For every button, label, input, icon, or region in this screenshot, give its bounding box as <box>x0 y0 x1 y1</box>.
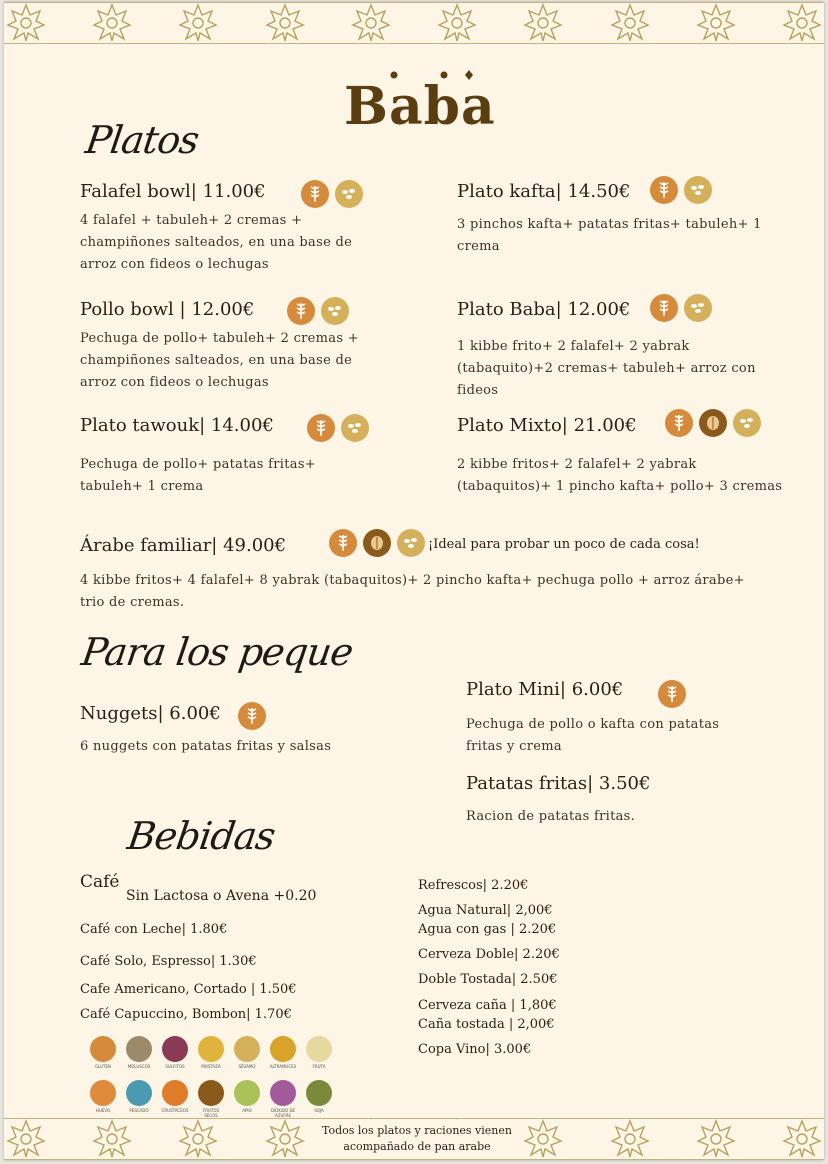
item-description: Pechuga de pollo o kafta con patatas fritas y crema <box>466 717 720 754</box>
sesame-icon <box>684 176 712 204</box>
wheat-icon <box>650 176 678 204</box>
nut-icon <box>196 1080 226 1118</box>
wheat-icon <box>238 702 266 730</box>
lupin-icon <box>268 1036 298 1069</box>
star-ornament-icon <box>178 1119 218 1159</box>
allergen-badge <box>162 1036 188 1062</box>
sesame-icon <box>335 180 363 208</box>
shrimp-icon <box>160 1080 190 1113</box>
item-title: Árabe familiar| 49.00€ <box>80 535 287 556</box>
nut-icon <box>363 529 391 557</box>
allergen-icons-plato-baba <box>650 294 712 322</box>
star-ornament-icon <box>523 3 563 43</box>
sesame-icon <box>341 414 369 442</box>
section-heading-bebidas: Bebidas <box>124 814 278 858</box>
item-description: 4 kibbe fritos+ 4 falafel+ 8 yabrak (tabaquitos)+ 2 pincho kafta+ pechuga pollo + arroz árabe+ trio de cremas. <box>80 573 745 610</box>
allergen-icons-pollo-bowl <box>287 297 349 325</box>
allergen-label: MOSTAZA <box>201 1064 221 1069</box>
drink-item: Doble Tostada| 2.50€ <box>418 972 558 987</box>
allergen-label: FRUTOS SECOS <box>202 1108 220 1118</box>
allergen-badge <box>306 1080 332 1106</box>
star-ornament-icon <box>610 3 650 43</box>
sesame-icon <box>397 529 425 557</box>
section-heading-peque: Para los peque <box>78 630 356 674</box>
star-ornament-icon <box>696 3 736 43</box>
wheat-icon <box>287 297 315 325</box>
allergen-label: ALTRAMUCES <box>269 1064 297 1069</box>
item-title: Plato kafta| 14.50€ <box>457 181 631 202</box>
allergen-label: SOJA <box>314 1108 324 1113</box>
allergen-badge <box>126 1080 152 1106</box>
item-title: Pollo bowl | 12.00€ <box>80 299 255 320</box>
flask-icon <box>268 1080 298 1118</box>
star-ornament-icon <box>782 3 822 43</box>
allergen-badge <box>198 1036 224 1062</box>
drink-heading-cafe: Café <box>80 872 120 892</box>
item-description: 2 kibbe fritos+ 2 falafel+ 2 yabrak (tabaquitos)+ 1 pincho kafta+ pollo+ 3 cremas <box>457 457 783 494</box>
wheat-icon <box>88 1036 118 1069</box>
star-ornament-icon <box>6 1119 46 1159</box>
allergen-label: MOLUSCOS <box>127 1064 151 1069</box>
item-title: Plato Mini| 6.00€ <box>466 679 624 700</box>
drink-item: Agua con gas | 2.20€ <box>418 922 557 937</box>
star-ornament-icon <box>696 1119 736 1159</box>
item-title: Plato Mixto| 21.00€ <box>457 415 637 436</box>
wheat-icon <box>665 409 693 437</box>
drink-note-cafe: Sin Lactosa o Avena +0.20 <box>126 888 317 904</box>
mustard-icon <box>196 1036 226 1069</box>
wheat-icon <box>301 180 329 208</box>
sesame-icon <box>684 294 712 322</box>
drink-item: Café con Leche| 1.80€ <box>80 922 228 937</box>
drink-item: Refrescos| 2.20€ <box>418 878 529 893</box>
allergen-icons-plato-tawouk <box>307 414 369 442</box>
star-ornament-icon <box>92 1119 132 1159</box>
drink-item: Café Capuccino, Bombon| 1.70€ <box>80 1007 292 1022</box>
drink-item: Copa Vino| 3.00€ <box>418 1042 532 1057</box>
fish-icon <box>124 1080 154 1113</box>
allergen-badge <box>234 1080 260 1106</box>
star-ornament-icon <box>265 3 305 43</box>
star-ornament-icon <box>351 3 391 43</box>
item-description: 4 falafel + tabuleh+ 2 cremas + champiñones salteados, en una base de arroz con fideos o lechugas <box>80 213 353 272</box>
section-heading-platos: Platos <box>82 118 202 162</box>
item-description: 1 kibbe frito+ 2 falafel+ 2 yabrak (tabaquito)+2 cremas+ tabuleh+ arroz con fideos <box>457 339 756 398</box>
allergen-icons-falafel-bowl <box>301 180 363 208</box>
item-title: Falafel bowl| 11.00€ <box>80 181 266 202</box>
allergen-badge <box>306 1036 332 1062</box>
drink-item: Caña tostada | 2,00€ <box>418 1017 555 1032</box>
allergen-badge <box>162 1080 188 1106</box>
item-description: Pechuga de pollo+ tabuleh+ 2 cremas + champiñones salteados, en una base de arroz con fideos o lechugas <box>80 331 359 390</box>
allergen-label: DIÓXIDO DE AZUFRE <box>270 1108 296 1118</box>
celery-icon <box>232 1080 262 1113</box>
sesame-icon <box>321 297 349 325</box>
menu-item-plato-baba <box>457 296 787 402</box>
allergen-label: PESCADO <box>129 1108 149 1113</box>
drink-item: Cafe Americano, Cortado | 1.50€ <box>80 982 297 997</box>
item-title: Plato tawouk| 14.00€ <box>80 415 274 436</box>
bottle-icon <box>160 1036 190 1069</box>
wheat-icon <box>650 294 678 322</box>
allergen-label: HUEVO <box>95 1108 111 1113</box>
star-ornament-icon <box>782 1119 822 1159</box>
allergen-badge <box>90 1080 116 1106</box>
menu-item-plato-kafta <box>457 178 787 258</box>
drink-item: Cerveza caña | 1,80€ <box>418 998 557 1013</box>
item-description: Pechuga de pollo+ patatas fritas+ tabuleh+ 1 crema <box>80 457 316 494</box>
menu-page <box>4 2 824 1160</box>
item-description: 6 nuggets con patatas fritas y salsas <box>80 739 332 754</box>
allergen-label: FRUTA <box>312 1064 326 1069</box>
menu-item-patatas-fritas <box>466 770 786 828</box>
allergen-icons-arabe-familiar <box>329 529 425 557</box>
sesame-icon <box>232 1036 262 1069</box>
familiar-tagline: ¡Ideal para probar un poco de cada cosa! <box>428 537 700 552</box>
brand-logo <box>344 64 494 144</box>
allergen-icons-nuggets <box>238 702 266 730</box>
allergen-label: SÉSAMO <box>238 1064 256 1069</box>
wheat-icon <box>658 680 686 708</box>
allergen-icons-plato-mixto <box>665 409 761 437</box>
star-ornament-icon <box>437 3 477 43</box>
star-ornament-icon <box>92 3 132 43</box>
wheat-icon <box>329 529 357 557</box>
star-ornament-icon <box>523 1119 563 1159</box>
sesame-icon <box>733 409 761 437</box>
allergen-badge <box>126 1036 152 1062</box>
allergen-icons-plato-mini <box>658 680 686 708</box>
brand-name: Baba <box>344 76 496 137</box>
allergen-label: APIO <box>242 1108 252 1113</box>
allergen-badge <box>270 1080 296 1106</box>
allergen-label: CRUSTÁCEOS <box>161 1108 189 1113</box>
menu-item-plato-mini <box>466 676 786 758</box>
star-ornament-icon <box>610 1119 650 1159</box>
allergen-label: GLUTEN <box>94 1064 112 1069</box>
item-title: Nuggets| 6.00€ <box>80 703 221 724</box>
allergen-badge <box>198 1080 224 1106</box>
drink-item: Cerveza Doble| 2.20€ <box>418 947 560 962</box>
fruit-icon <box>304 1036 334 1069</box>
top-ornament-border <box>4 2 824 44</box>
allergen-badge <box>90 1036 116 1062</box>
drink-item: Agua Natural| 2,00€ <box>418 903 553 918</box>
item-description: 3 pinchos kafta+ patatas fritas+ tabuleh+ 1 crema <box>457 217 762 254</box>
item-title: Patatas fritas| 3.50€ <box>466 773 651 794</box>
shell-icon <box>124 1036 154 1069</box>
item-title: Plato Baba| 12.00€ <box>457 299 631 320</box>
allergen-label: SULFITOS <box>165 1064 185 1069</box>
footer-note: Todos los platos y raciones vienen acompañado de pan arabe <box>310 1120 524 1158</box>
allergen-badge <box>234 1036 260 1062</box>
egg-icon <box>88 1080 118 1113</box>
allergen-badge <box>270 1036 296 1062</box>
item-description: Racion de patatas fritas. <box>466 809 636 824</box>
star-ornament-icon <box>6 3 46 43</box>
soy-icon <box>304 1080 334 1113</box>
allergen-icons-plato-kafta <box>650 176 712 204</box>
star-ornament-icon <box>178 3 218 43</box>
wheat-icon <box>307 414 335 442</box>
drink-item: Café Solo, Espresso| 1.30€ <box>80 954 257 969</box>
star-ornament-icon <box>265 1119 305 1159</box>
nut-icon <box>699 409 727 437</box>
